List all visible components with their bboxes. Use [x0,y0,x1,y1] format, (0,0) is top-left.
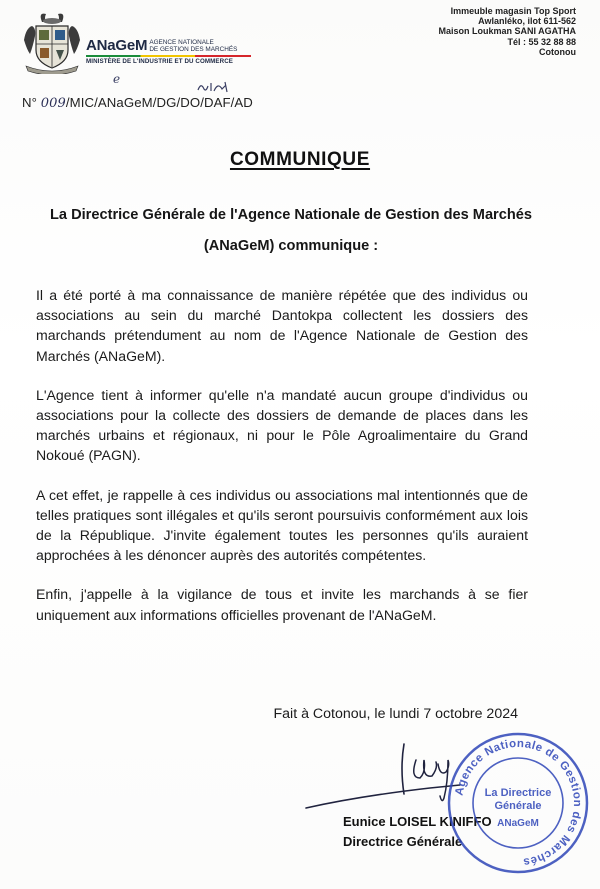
address-line: Cotonou [539,46,576,57]
agency-long-name [149,39,237,53]
document-subtitle: La Directrice Générale de l'Agence Nationale de Gestion des Marchés (ANaGeM) communique : [50,207,532,254]
signatory-role: Directrice Générale [343,834,463,849]
stamp-inner-line3: ANaGeM [497,818,539,829]
body-paragraph: L'Agence tient à informer qu'elle n'a mandaté aucun groupe d'individus ou associations pour la collecte des dossiers de demande de places dans les marchés urbains et régionaux, ni pour le Pôle Agroalimentaire du Grand Nokoué (PAGN). [36,386,528,464]
reference-number-value: 009 [40,96,66,111]
address-line: Tél : 55 32 88 88 [507,36,576,47]
handwritten-note: e [113,72,121,86]
signatory-name: Eunice LOISEL KINIFFO [343,814,492,829]
agency-brand [86,38,256,65]
stamp-inner-line2: Générale [494,800,542,812]
stamp-inner-line1: La Directrice [484,787,552,799]
reference-suffix: /MIC/ANaGeM/DG/DO/DAF/AD [65,95,253,110]
address-line: Immeuble magasin Top Sport [450,6,576,16]
document-title: COMMUNIQUE [229,149,371,170]
communique-body [36,285,528,625]
handwritten-scribble [196,80,230,94]
address-line: Maison Loukman SANI AGATHA [438,26,576,37]
body-paragraph: Enfin, j'appelle à la vigilance de tous et invite les marchands à se fier uniquement aux informations officielles provenant de l'ANaGeM. [36,586,528,623]
flag-color-rule [86,55,251,57]
reference-number [22,95,253,111]
body-paragraph: A cet effet, je rappelle à ces individus ou associations mal intentionnés que de telles pratiques sont illégales et qu'ils seront poursuivis conformément aux lois de la République. J'invite également toutes les personnes qu'ils auraient approchées à les dénoncer auprès des autorités compétentes. [36,486,528,564]
reference-prefix: N° [22,95,37,110]
stamp-outer-text: Agence Nationale de Gestion des Marchés [453,737,584,868]
handwritten-annotation [113,72,120,86]
official-stamp [445,730,591,876]
place-and-date: Fait à Cotonou, le lundi 7 octobre 2024 [273,706,518,722]
agency-long-name-line1: AGENCE NATIONALE [149,39,214,46]
agency-short-name: ANaGeM [86,37,148,54]
agency-address [438,6,576,57]
body-paragraph: Il a été porté à ma connaissance de manière répétée que des individus ou associations au sein du marché Dantokpa collectent les dossiers des marchands prétendument au nom de l'Agence Nationale de Gestion des Marchés (ANaGeM). [36,287,528,364]
benin-coat-of-arms-icon [22,10,82,74]
agency-long-name-line2: DE GESTION DES MARCHÉS [149,46,238,53]
address-line: Awlanléko, ilot 611-562 [478,16,576,27]
ministry-name: MINISTÈRE DE L'INDUSTRIE ET DU COMMERCE [86,58,234,65]
